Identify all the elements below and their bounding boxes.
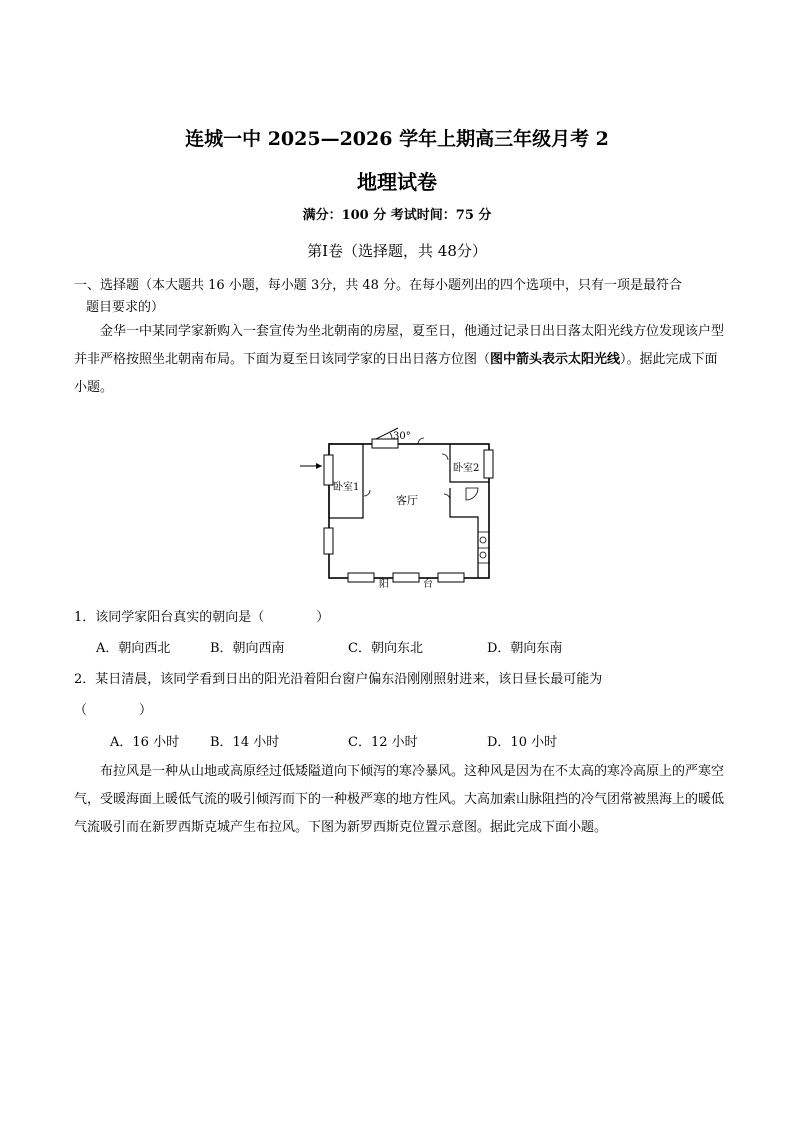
door-arc-icon — [418, 438, 424, 444]
balcony-window-2 — [393, 573, 419, 582]
instructions-line2: 题目要求的） — [86, 300, 165, 315]
passage-1-end: ）。据此完成下面小题。 — [74, 352, 718, 395]
exam-title: 连城一中 2025—2026 学年上期高三年级月考 2 — [185, 128, 609, 150]
balcony-label-1: 阳 — [379, 579, 389, 590]
question-2-stem: 2．某日清晨，该同学看到日出的阳光沿着阳台窗户偏东沿刚刚照射进来，该日昼长最可能为 — [74, 672, 603, 687]
exam-meta: 满分：100 分 考试时间：75 分 — [302, 208, 492, 223]
question-1-option-a[interactable]: A．朝向西北 — [96, 641, 171, 656]
angle-label: 30° — [393, 431, 411, 442]
question-1-stem: 1．该同学家阳台真实的朝向是（ ） — [74, 610, 330, 625]
stove-icon — [480, 537, 486, 543]
door-arc-icon — [364, 490, 370, 496]
balcony-window-1 — [348, 573, 374, 582]
instructions-line1: 一、选择题（本大题共 16 小题，每小题 3分，共 48 分。在每小题列出的四个选项中，只有一项是最符合 — [74, 278, 683, 293]
passage-1-text: 金华一中某同学家新购入一套宣传为坐北朝南的房屋，夏至日，他通过记录日出日落太阳光线方位发现该户型并非严格按照坐北朝南布局。下面为夏至日该同学家的日出日落方位图（ — [74, 324, 725, 367]
question-2-option-b[interactable]: B．14 小时 — [210, 735, 280, 750]
west-window — [324, 455, 333, 485]
angle-arc — [390, 433, 392, 439]
living-room-label: 客厅 — [396, 494, 418, 507]
bedroom2-label: 卧室2 — [453, 463, 480, 474]
bedroom1-wall — [329, 444, 363, 518]
balcony-label-2: 台 — [423, 579, 433, 590]
instructions — [74, 275, 724, 319]
passage-1-bold: 图中箭头表示太阳光线 — [490, 352, 621, 367]
subject-title: 地理试卷 — [357, 170, 437, 194]
question-1-option-d[interactable]: D．朝向东南 — [487, 641, 563, 656]
question-1-option-b[interactable]: B．朝向西南 — [210, 641, 285, 656]
question-1-option-c[interactable]: C．朝向东北 — [348, 641, 423, 656]
section-heading: 第Ⅰ卷（选择题，共 48分） — [307, 242, 487, 260]
door-arc-icon — [444, 494, 450, 500]
door-swing-icon — [466, 488, 478, 500]
sink-icon — [480, 552, 486, 558]
question-2-option-c[interactable]: C．12 小时 — [348, 735, 418, 750]
question-2-option-d[interactable]: D．10 小时 — [487, 735, 558, 750]
door-arc-icon — [442, 454, 448, 460]
passage-1 — [74, 318, 724, 402]
floor-plan-figure — [290, 420, 510, 590]
arrow-head-icon — [316, 463, 322, 469]
bedroom1-label: 卧室1 — [333, 482, 360, 493]
question-2-option-a[interactable]: A．16 小时 — [110, 735, 180, 750]
passage-2: 布拉风是一种从山地或高原经过低矮隘道向下倾泻的寒冷暴风。这种风是因为在不太高的寒冷高原上的严寒空气，受暖海面上暖低气流的吸引倾泻而下的一种极严寒的地方性风。大高加索山脉阻挡的冷气团常被黑海上的暖低气流吸引而在新罗西斯克城产生布拉风。下图为新罗西斯克位置示意图。据此完成下面小题。 — [74, 764, 725, 835]
question-2-stem-paren: （ ） — [74, 703, 153, 718]
west-window-lower — [324, 528, 333, 554]
balcony-window-3 — [438, 573, 464, 582]
kitchen-wall — [450, 488, 478, 578]
east-window — [484, 450, 493, 478]
